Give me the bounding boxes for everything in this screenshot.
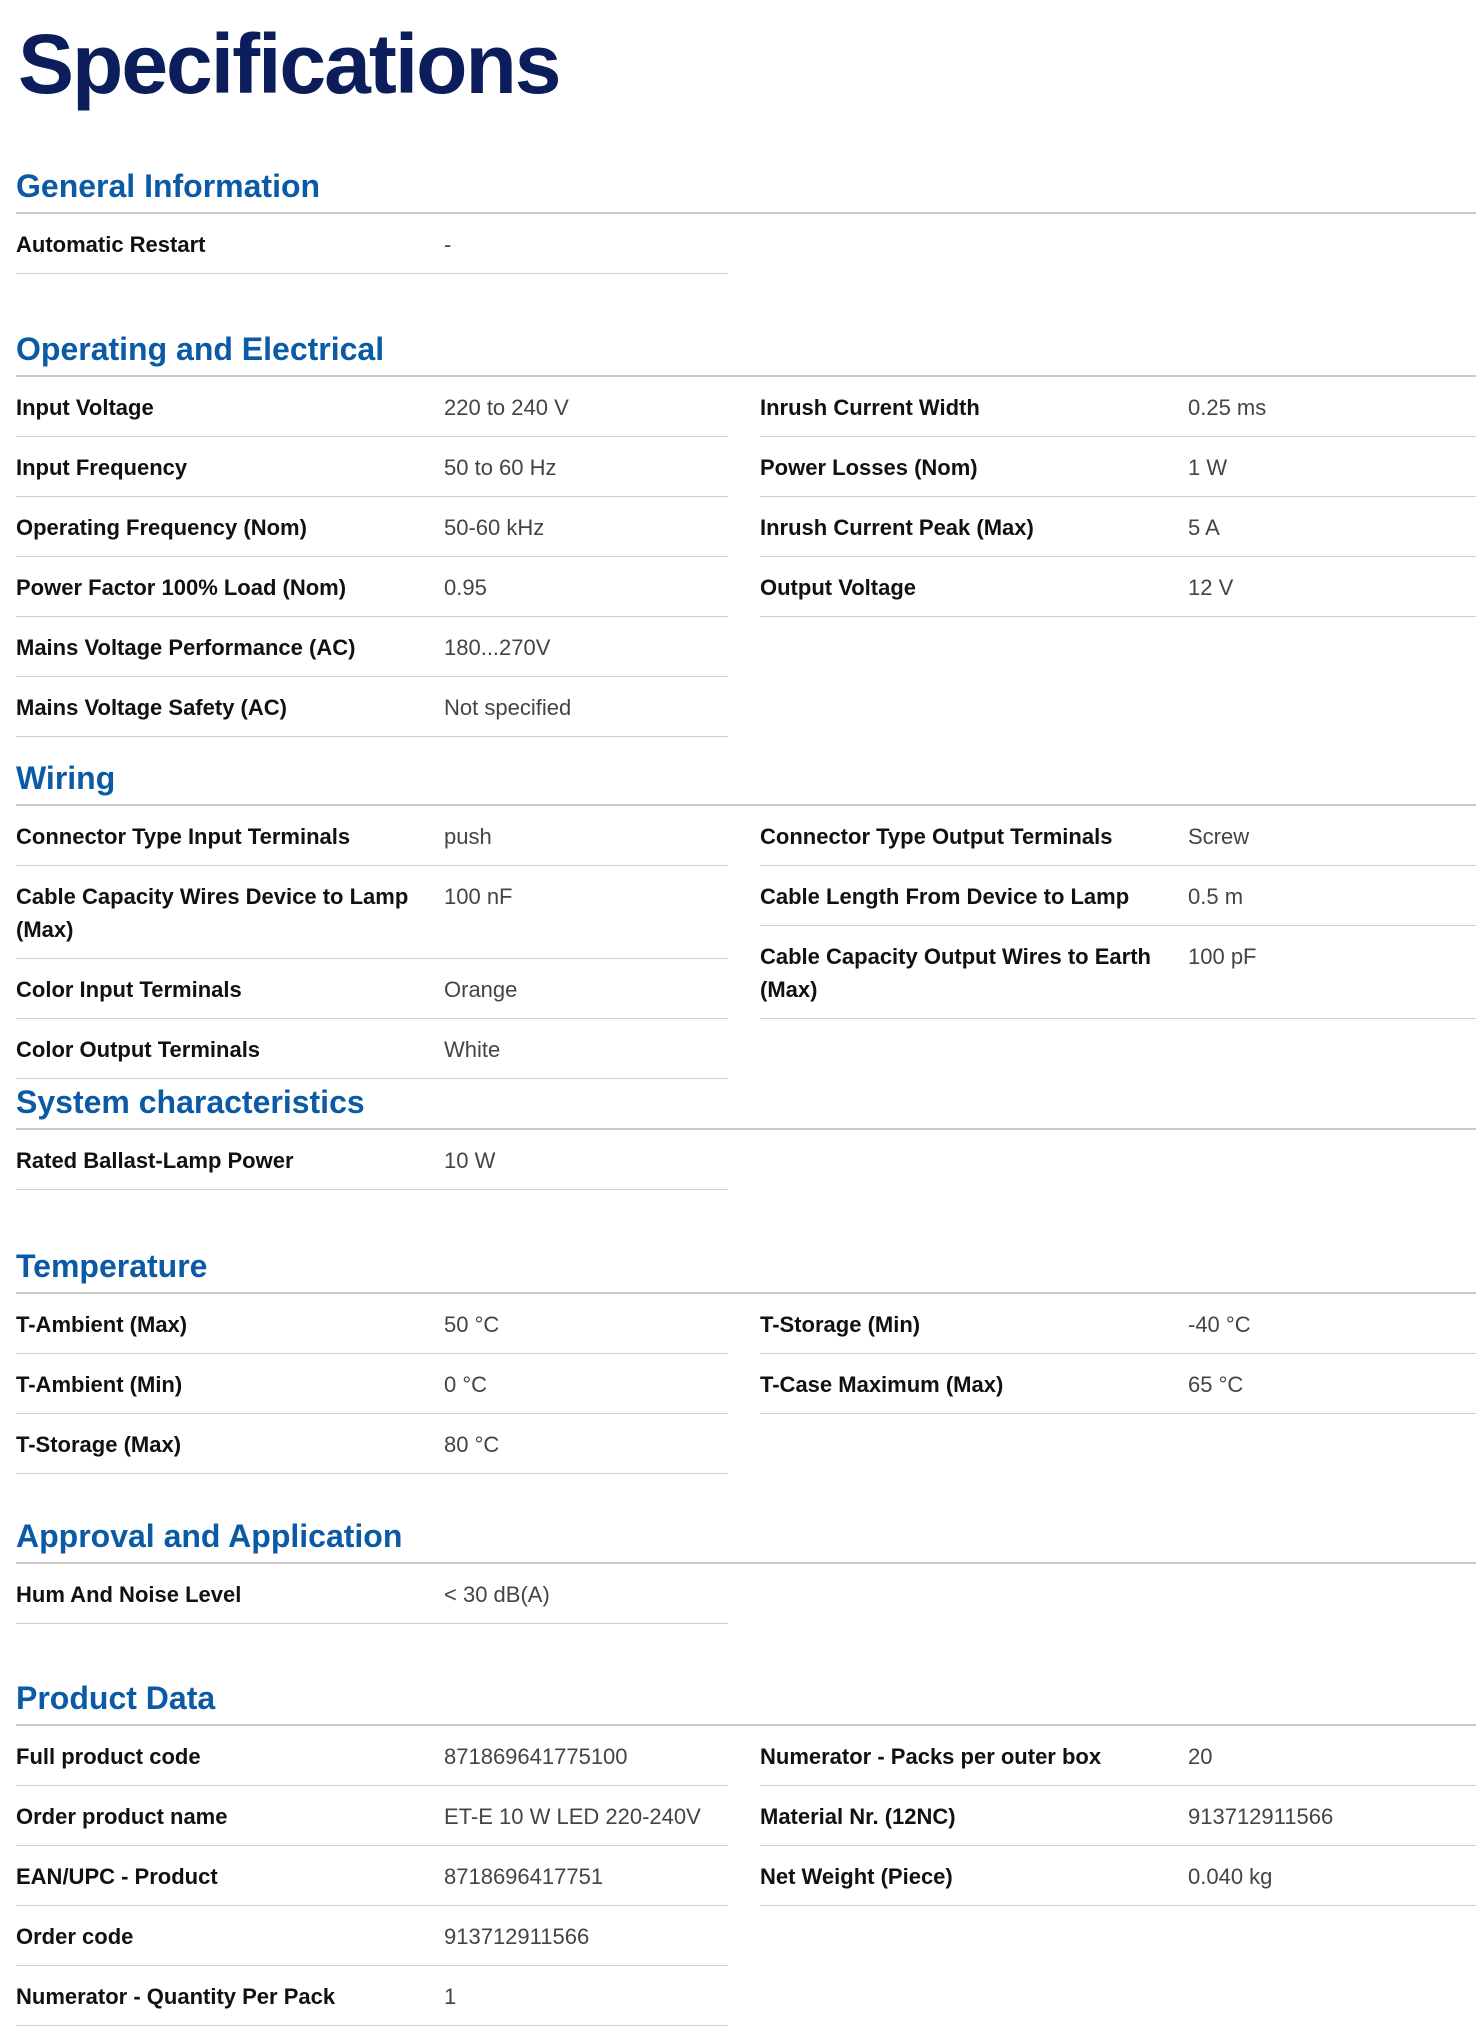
spec-value: 100 pF bbox=[1188, 944, 1257, 969]
spec-value: 0.040 kg bbox=[1188, 1864, 1273, 1889]
spec-column-right bbox=[760, 1294, 1476, 1474]
spec-label: Full product code bbox=[16, 1744, 201, 1769]
spec-label: Input Voltage bbox=[16, 395, 154, 420]
spec-row bbox=[760, 497, 1476, 557]
spec-value: 10 W bbox=[444, 1148, 496, 1173]
spec-row bbox=[760, 557, 1476, 617]
spec-value: -40 °C bbox=[1188, 1312, 1251, 1337]
spec-row bbox=[16, 1906, 728, 1966]
spec-label: T-Case Maximum (Max) bbox=[760, 1372, 1004, 1397]
spec-row bbox=[16, 1564, 728, 1624]
spec-row bbox=[16, 1786, 728, 1846]
spec-label: Power Factor 100% Load (Nom) bbox=[16, 575, 347, 600]
spec-label: Power Losses (Nom) bbox=[760, 455, 978, 480]
spec-value: 220 to 240 V bbox=[444, 395, 569, 420]
spec-value: Screw bbox=[1188, 824, 1250, 849]
spec-label: Hum And Noise Level bbox=[16, 1582, 242, 1607]
spec-column-left bbox=[16, 1130, 728, 1190]
spec-row bbox=[16, 959, 728, 1019]
section-general-information bbox=[16, 160, 1476, 274]
spec-label: Net Weight (Piece) bbox=[760, 1864, 953, 1889]
spec-column-left bbox=[16, 1294, 728, 1474]
section-approval-application bbox=[16, 1510, 1476, 1624]
spec-row bbox=[760, 1294, 1476, 1354]
spec-column-left bbox=[16, 214, 728, 274]
spec-row bbox=[16, 1414, 728, 1474]
spec-value: 12 V bbox=[1188, 575, 1234, 600]
spec-value: < 30 dB(A) bbox=[444, 1582, 550, 1607]
section-title: System characteristics bbox=[16, 1076, 1476, 1130]
spec-label: Order code bbox=[16, 1924, 134, 1949]
spec-row bbox=[16, 1846, 728, 1906]
spec-row bbox=[16, 437, 728, 497]
spec-label: Cable Capacity Wires Device to Lamp (Max) bbox=[16, 884, 409, 942]
spec-value: Orange bbox=[444, 977, 518, 1002]
page-title: Specifications bbox=[18, 17, 560, 111]
spec-row bbox=[760, 1726, 1476, 1786]
spec-value: 65 °C bbox=[1188, 1372, 1244, 1397]
spec-label: Rated Ballast-Lamp Power bbox=[16, 1148, 294, 1173]
spec-column-right bbox=[760, 377, 1476, 737]
spec-row bbox=[16, 497, 728, 557]
spec-value: 80 °C bbox=[444, 1432, 500, 1457]
spec-column-right bbox=[760, 1726, 1476, 2026]
spec-value: 20 bbox=[1188, 1744, 1213, 1769]
spec-value: 1 bbox=[444, 1984, 457, 2009]
spec-label: T-Ambient (Max) bbox=[16, 1312, 188, 1337]
spec-label: Mains Voltage Safety (AC) bbox=[16, 695, 287, 720]
spec-label: EAN/UPC - Product bbox=[16, 1864, 218, 1889]
spec-row bbox=[16, 617, 728, 677]
section-system-characteristics bbox=[16, 1076, 1476, 1190]
spec-value: 50-60 kHz bbox=[444, 515, 545, 540]
spec-label: Color Input Terminals bbox=[16, 977, 242, 1002]
spec-row bbox=[16, 677, 728, 737]
spec-row bbox=[760, 806, 1476, 866]
spec-value: ET-E 10 W LED 220-240V bbox=[444, 1804, 701, 1829]
spec-value: Not specified bbox=[444, 695, 572, 720]
spec-label: Input Frequency bbox=[16, 455, 188, 480]
spec-label: Numerator - Quantity Per Pack bbox=[16, 1984, 336, 2009]
section-wiring bbox=[16, 752, 1476, 1079]
spec-label: Order product name bbox=[16, 1804, 228, 1829]
section-product-data bbox=[16, 1672, 1476, 2026]
spec-row bbox=[16, 1019, 728, 1079]
spec-value: push bbox=[444, 824, 492, 849]
spec-label: Color Output Terminals bbox=[16, 1037, 261, 1062]
spec-value: 1 W bbox=[1188, 455, 1228, 480]
spec-label: Cable Capacity Output Wires to Earth (Max) bbox=[760, 944, 1151, 1002]
spec-label: Numerator - Packs per outer box bbox=[760, 1744, 1102, 1769]
spec-value: 50 to 60 Hz bbox=[444, 455, 557, 480]
spec-row bbox=[16, 1726, 728, 1786]
spec-row bbox=[16, 1354, 728, 1414]
spec-value: 0 °C bbox=[444, 1372, 488, 1397]
spec-row bbox=[16, 1966, 728, 2026]
spec-row bbox=[16, 1294, 728, 1354]
spec-value: 871869641775100 bbox=[444, 1744, 628, 1769]
spec-column-left bbox=[16, 1564, 728, 1624]
spec-row bbox=[760, 866, 1476, 926]
spec-column-left bbox=[16, 377, 728, 737]
spec-label: Connector Type Output Terminals bbox=[760, 824, 1113, 849]
spec-label: Inrush Current Peak (Max) bbox=[760, 515, 1034, 540]
spec-row bbox=[760, 1786, 1476, 1846]
spec-label: Cable Length From Device to Lamp bbox=[760, 884, 1130, 909]
section-operating-electrical bbox=[16, 323, 1476, 737]
spec-label: Operating Frequency (Nom) bbox=[16, 515, 307, 540]
section-title: Approval and Application bbox=[16, 1510, 1476, 1564]
spec-value: 0.5 m bbox=[1188, 884, 1244, 909]
spec-column-right bbox=[760, 806, 1476, 1079]
spec-row bbox=[760, 1354, 1476, 1414]
spec-label: Mains Voltage Performance (AC) bbox=[16, 635, 356, 660]
spec-label: Inrush Current Width bbox=[760, 395, 980, 420]
section-title: Operating and Electrical bbox=[16, 323, 1476, 377]
spec-column-left bbox=[16, 806, 728, 1079]
spec-label: Automatic Restart bbox=[16, 232, 206, 257]
spec-row bbox=[760, 437, 1476, 497]
section-title: Wiring bbox=[16, 752, 1476, 806]
spec-value: 180...270V bbox=[444, 635, 551, 660]
spec-value: 50 °C bbox=[444, 1312, 500, 1337]
spec-row bbox=[16, 214, 728, 274]
spec-label: T-Storage (Min) bbox=[760, 1312, 921, 1337]
section-title: General Information bbox=[16, 160, 1476, 214]
spec-row bbox=[16, 377, 728, 437]
spec-row bbox=[16, 1130, 728, 1190]
spec-value: - bbox=[444, 232, 452, 257]
spec-value: 5 A bbox=[1188, 515, 1220, 540]
spec-label: Connector Type Input Terminals bbox=[16, 824, 351, 849]
section-title: Product Data bbox=[16, 1672, 1476, 1726]
spec-row bbox=[16, 866, 728, 959]
spec-value: 8718696417751 bbox=[444, 1864, 604, 1889]
spec-value: 913712911566 bbox=[444, 1924, 590, 1949]
spec-row bbox=[760, 926, 1476, 1019]
spec-column-left bbox=[16, 1726, 728, 2026]
spec-value: White bbox=[444, 1037, 501, 1062]
spec-label: Material Nr. (12NC) bbox=[760, 1804, 956, 1829]
spec-row bbox=[760, 377, 1476, 437]
spec-row bbox=[760, 1846, 1476, 1906]
spec-label: T-Storage (Max) bbox=[16, 1432, 182, 1457]
spec-value: 0.25 ms bbox=[1188, 395, 1267, 420]
spec-value: 0.95 bbox=[444, 575, 487, 600]
section-title: Temperature bbox=[16, 1240, 1476, 1294]
spec-value: 100 nF bbox=[444, 884, 513, 909]
spec-value: 913712911566 bbox=[1188, 1804, 1334, 1829]
spec-row bbox=[16, 557, 728, 617]
section-temperature bbox=[16, 1240, 1476, 1474]
spec-label: Output Voltage bbox=[760, 575, 917, 600]
spec-label: T-Ambient (Min) bbox=[16, 1372, 183, 1397]
spec-row bbox=[16, 806, 728, 866]
